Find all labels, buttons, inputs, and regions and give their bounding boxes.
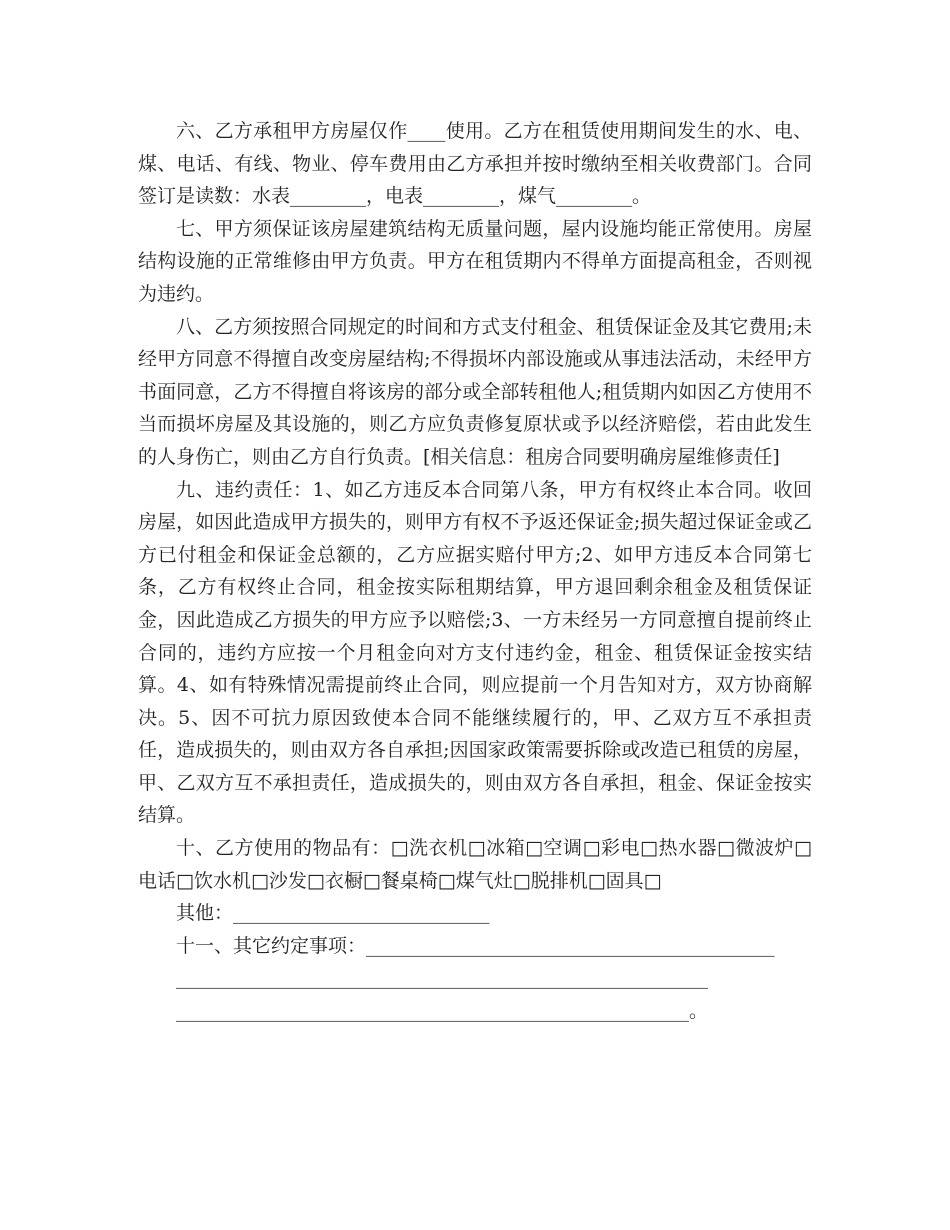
clause-6: 六、乙方承租甲方房屋仅作____使用。乙方在租赁使用期间发生的水、电、煤、电话、有线、物业、停车费用由乙方承担并按时缴纳至相关收费部门。合同签订是读数：水表________，电表________，煤气________。 [138,120,812,208]
clause-8: 八、乙方须按照合同规定的时间和方式支付租金、租赁保证金及其它费用;未经甲方同意不得擅自改变房屋结构;不得损坏内部设施或从事违法活动，未经甲方书面同意，乙方不得擅自将该房的部分或全部转租他人;租赁期内如因乙方使用不当而损坏房屋及其设施的，则乙方应负责修复原状或予以经济赔偿，若由此发生的人身伤亡，则由乙方自行负责。[相关信息：租房合同要明确房屋维修责任] [138,315,812,468]
clause-9: 九、违约责任：1、如乙方违反本合同第八条，甲方有权终止本合同。收回房屋，如因此造成甲方损失的，则甲方有权不予返还保证金;损失超过保证金或乙方已付租金和保证金总额的，乙方应据实赔付甲方;2、如甲方违反本合同第七条，乙方有权终止合同，租金按实际租期结算，甲方退回剩余租金及租赁保证金，因此造成乙方损失的甲方应予以赔偿;3、一方未经另一方同意擅自提前终止合同的，违约方应按一个月租金向对方支付违约金，租金、租赁保证金按实结算。4、如有特殊情况需提前终止合同，则应提前一个月告知对方，双方协商解决。5、因不可抗力原因致使本合同不能继续履行的，甲、乙双方互不承担责任，造成损失的，则由双方各自承担;因国家政策需要拆除或改造已租赁的房屋，甲、乙双方互不承担责任，造成损失的，则由双方各自承担，租金、保证金按实结算。 [138,478,812,827]
clause-10: 十、乙方使用的物品有：□洗衣机□冰箱□空调□彩电□热水器□微波炉□电话□饮水机□沙发□衣橱□餐桌椅□煤气灶□脱排机□固具□ [138,837,812,892]
clause-7: 七、甲方须保证该房屋建筑结构无质量问题，屋内设施均能正常使用。房屋结构设施的正常维修由甲方负责。甲方在租赁期内不得单方面提高租金，否则视为违约。 [138,217,812,305]
blank-line-1: ________________________________________________________ [176,967,708,990]
other-items-line: 其他：___________________________ [176,902,490,925]
contract-page [138,115,812,1028]
clause-11: 十一、其它约定事项：___________________________________________ [176,934,775,957]
blank-line-2: ______________________________________________________。 [176,1000,709,1023]
